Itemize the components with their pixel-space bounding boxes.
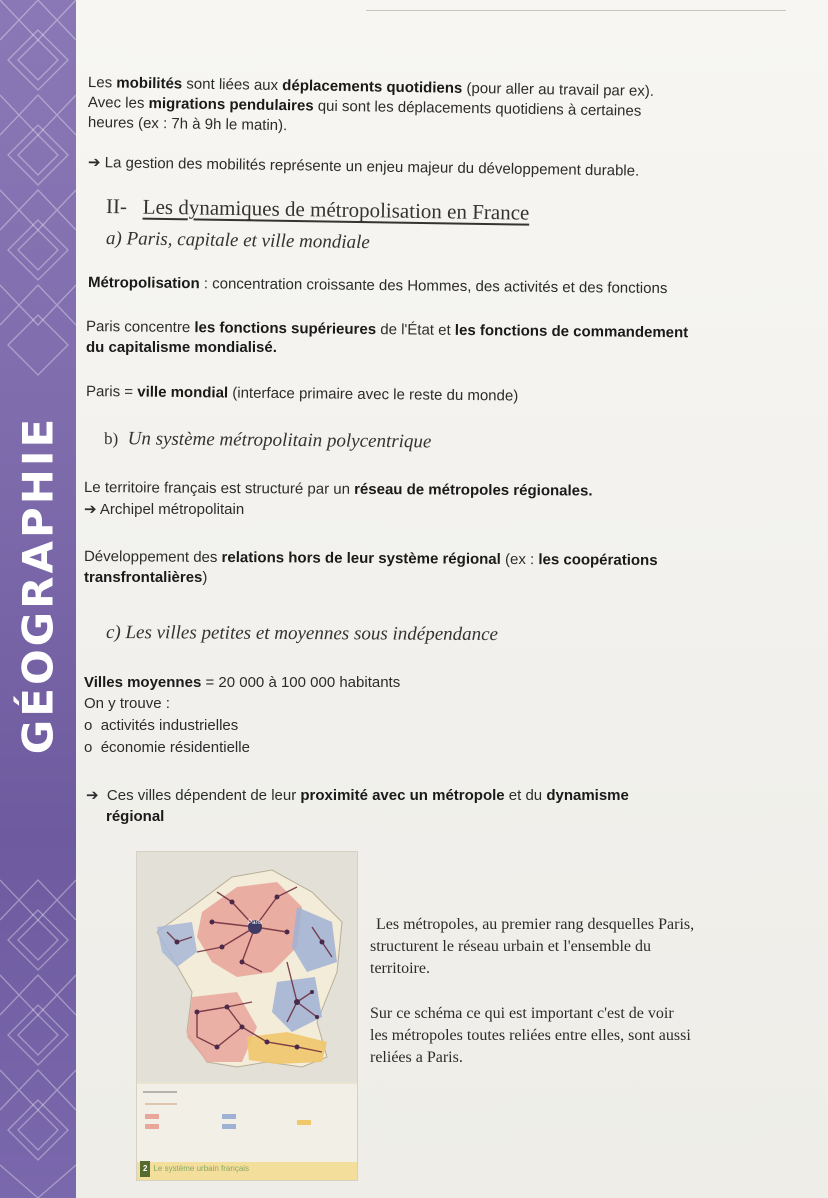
subsection-b-title: b) Un système métropolitain polycentrique	[103, 428, 432, 453]
subject-title: GÉOGRAPHIE	[13, 415, 63, 755]
list-item: o économie résidentielle	[84, 739, 250, 756]
paris-functions-line-2: du capitalisme mondialisé.	[86, 339, 277, 356]
subsection-c-title: c) Les villes petites et moyennes sous indépendance	[105, 622, 499, 646]
figure-caption: 2 Le système urbain français	[140, 1161, 249, 1177]
bullet-circle-icon: o	[84, 717, 93, 734]
development-line-2: transfrontalières)	[84, 569, 208, 586]
figure-text-2-line-2: les métropoles toutes reliées entre elles, sont aussi	[370, 1027, 691, 1044]
on-y-trouve: On y trouve :	[84, 695, 170, 712]
arrow-right-icon: ➔	[84, 501, 97, 518]
arrow-right-icon: ➔	[87, 154, 101, 172]
arrow-right-icon: ➔	[86, 787, 99, 804]
figure-text-2-line-3: reliées a Paris.	[370, 1049, 463, 1066]
dependence-line-1: ➔ Ces villes dépendent de leur proximité avec un métropole et du dynamisme	[86, 787, 629, 804]
archipel-line: ➔ Archipel métropolitain	[84, 501, 245, 518]
svg-text:Paris: Paris	[248, 920, 262, 926]
paris-functions-line-1: Paris concentre les fonctions supérieures de l'État et les fonctions de commandement	[85, 318, 689, 342]
subsection-a-title: a) Paris, capitale et ville mondiale	[105, 228, 370, 254]
section-title: II- Les dynamiques de métropolisation en France	[105, 194, 530, 225]
bullet-circle-icon: o	[84, 739, 93, 756]
intro-line-1: Les mobilités sont liées aux déplacements quotidiens (pour aller au travail par ex).	[87, 74, 655, 100]
dependence-line-2: régional	[106, 808, 165, 825]
development-line-1: Développement des relations hors de leur système régional (ex : les coopérations	[83, 548, 658, 570]
villes-moyennes-definition: Villes moyennes = 20 000 à 100 000 habitants	[84, 674, 401, 691]
figure-text-2-line-1: Sur ce schéma ce qui est important c'est de voir	[370, 1005, 674, 1022]
paris-world-city: Paris = ville mondial (interface primaire avec le reste du monde)	[85, 383, 519, 405]
top-rule	[366, 10, 786, 11]
territory-structure: Le territoire français est structuré par un réseau de métropoles régionales.	[83, 479, 593, 500]
figure-text-1-line-1: Les métropoles, au premier rang desquelles Paris,	[376, 916, 695, 933]
intro-line-2: Avec les migrations pendulaires qui sont les déplacements quotidiens à certaines	[87, 94, 642, 120]
list-item: o activités industrielles	[84, 717, 239, 734]
urban-system-map	[136, 851, 358, 1181]
intro-conclusion: ➔ La gestion des mobilités représente un enjeu majeur du développement durable.	[87, 154, 640, 180]
france-map-graphic	[137, 852, 358, 1181]
figure-text-1-line-3: territoire.	[370, 960, 430, 977]
metropolisation-definition: Métropolisation : concentration croissante des Hommes, des activités et des fonctions	[87, 274, 668, 298]
figure-text-1-line-2: structurent le réseau urbain et l'ensemble du	[370, 938, 651, 955]
intro-line-3: heures (ex : 7h à 9h le matin).	[87, 114, 288, 135]
sidebar-band	[0, 0, 76, 1198]
